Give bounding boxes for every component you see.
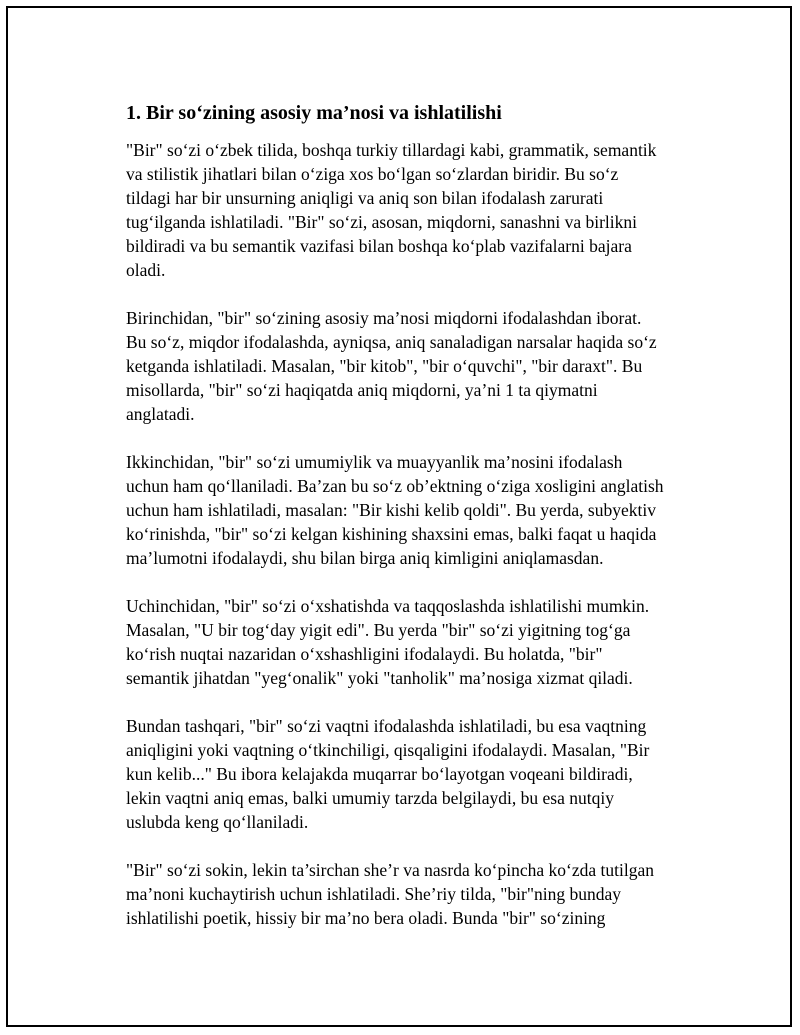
paragraph-4 bbox=[126, 594, 692, 690]
paragraph-6 bbox=[126, 858, 692, 930]
section-heading: 1. Bir so‘zining asosiy ma’nosi va ishlatilishi bbox=[126, 102, 502, 124]
document-body bbox=[126, 100, 692, 954]
paragraph-2 bbox=[126, 306, 692, 426]
page-frame bbox=[6, 6, 792, 1027]
text-line: "Bir" so‘zi o‘zbek tilida, boshqa turkiy tillardagi kabi, grammatik, semantik bbox=[126, 140, 657, 160]
text-line: bildiradi va bu semantik vazifasi bilan boshqa ko‘plab vazifalarni bajara bbox=[126, 236, 632, 256]
text-line: ko‘rinishda, "bir" so‘zi kelgan kishining shaxsini emas, balki faqat u haqida bbox=[126, 524, 657, 544]
paragraph-1 bbox=[126, 138, 692, 282]
text-line: Masalan, "U bir tog‘day yigit edi". Bu yerda "bir" so‘zi yigitning tog‘ga bbox=[126, 620, 631, 640]
text-line: anglatadi. bbox=[126, 404, 195, 424]
text-line: va stilistik jihatlari bilan o‘ziga xos bo‘lgan so‘zlardan biridir. Bu so‘z bbox=[126, 164, 619, 184]
text-line: ishlatilishi poetik, hissiy bir ma’no bera oladi. Bunda "bir" so‘zining bbox=[126, 908, 606, 928]
text-line: lekin vaqtni aniq emas, balki umumiy tarzda belgilaydi, bu esa nutqiy bbox=[126, 788, 614, 808]
text-line: misollarda, "bir" so‘zi haqiqatda aniq miqdorni, ya’ni 1 ta qiymatni bbox=[126, 380, 598, 400]
text-line: uchun ham ishlatiladi, masalan: "Bir kishi kelib qoldi". Bu yerda, subyektiv bbox=[126, 500, 656, 520]
text-line: ketganda ishlatiladi. Masalan, "bir kitob", "bir o‘quvchi", "bir daraxt". Bu bbox=[126, 356, 643, 376]
text-line: ma’lumotni ifodalaydi, shu bilan birga aniq kimligini aniqlamasdan. bbox=[126, 548, 604, 568]
text-line: semantik jihatdan "yeg‘onalik" yoki "tanholik" ma’nosiga xizmat qiladi. bbox=[126, 668, 633, 688]
paragraph-5 bbox=[126, 714, 692, 834]
text-line: aniqligini yoki vaqtning o‘tkinchiligi, qisqaligini ifodalaydi. Masalan, "Bir bbox=[126, 740, 650, 760]
text-line: Bu so‘z, miqdor ifodalashda, ayniqsa, aniq sanaladigan narsalar haqida so‘z bbox=[126, 332, 657, 352]
text-line: tug‘ilganda ishlatiladi. "Bir" so‘zi, asosan, miqdorni, sanashni va birlikni bbox=[126, 212, 638, 232]
text-line: Ikkinchidan, "bir" so‘zi umumiylik va muayyanlik ma’nosini ifodalash bbox=[126, 452, 623, 472]
text-line: tildagi har bir unsurning aniqligi va aniq son bilan ifodalash zarurati bbox=[126, 188, 604, 208]
paragraph-3 bbox=[126, 450, 692, 570]
text-line: "Bir" so‘zi sokin, lekin ta’sirchan she’r va nasrda ko‘pincha ko‘zda tutilgan bbox=[126, 860, 654, 880]
text-line: ma’noni kuchaytirish uchun ishlatiladi. She’riy tilda, "bir"ning bunday bbox=[126, 884, 621, 904]
text-line: ko‘rish nuqtai nazaridan o‘xshashligini ifodalaydi. Bu holatda, "bir" bbox=[126, 644, 603, 664]
text-line: Bundan tashqari, "bir" so‘zi vaqtni ifodalashda ishlatiladi, bu esa vaqtning bbox=[126, 716, 647, 736]
text-line: uslubda keng qo‘llaniladi. bbox=[126, 812, 309, 832]
text-line: Uchinchidan, "bir" so‘zi o‘xshatishda va taqqoslashda ishlatilishi mumkin. bbox=[126, 596, 650, 616]
text-line: uchun ham qo‘llaniladi. Ba’zan bu so‘z ob’ektning o‘ziga xosligini anglatish bbox=[126, 476, 664, 496]
text-line: oladi. bbox=[126, 260, 166, 280]
text-line: kun kelib..." Bu ibora kelajakda muqarrar bo‘layotgan voqeani bildiradi, bbox=[126, 764, 633, 784]
text-line: Birinchidan, "bir" so‘zining asosiy ma’nosi miqdorni ifodalashdan iborat. bbox=[126, 308, 642, 328]
